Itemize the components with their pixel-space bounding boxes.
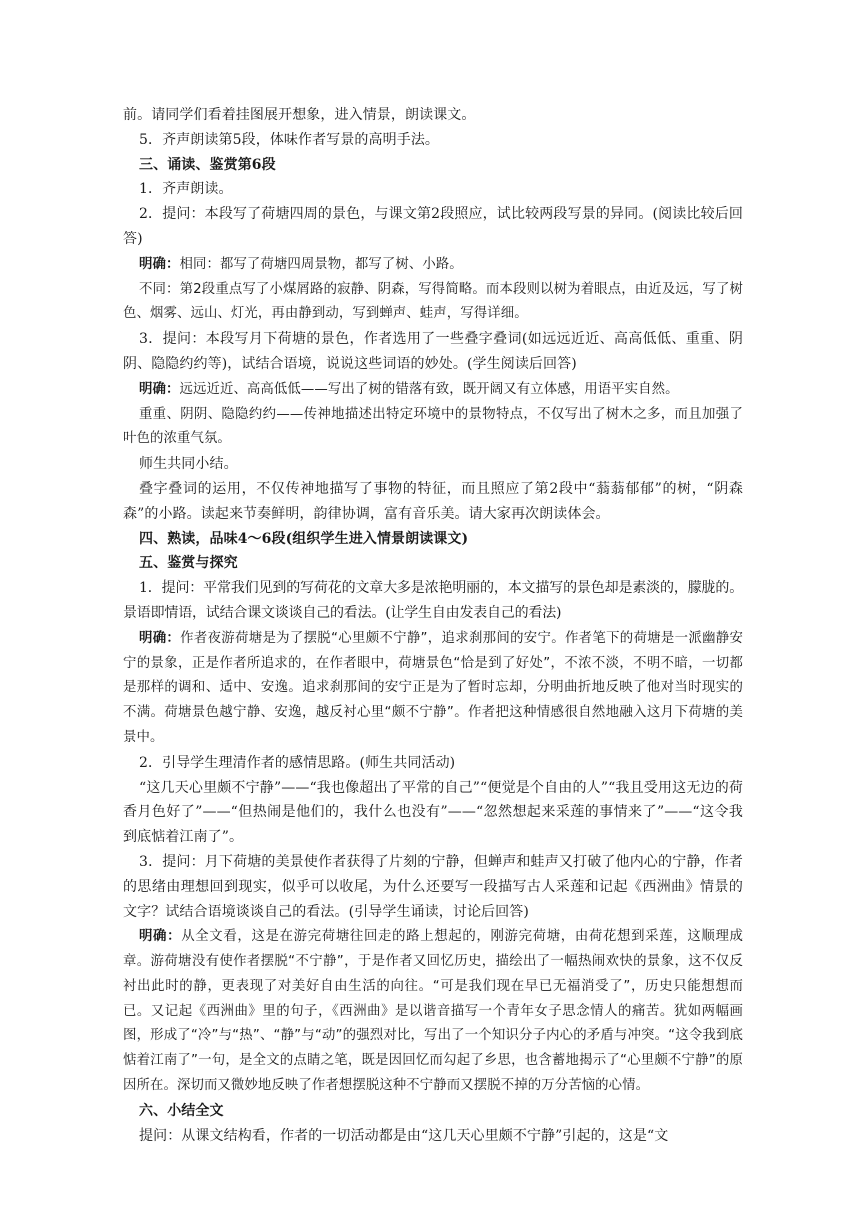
paragraph: 叠字叠词的运用，不仅传神地描写了事物的特征，而且照应了第2段中“蓊蓊郁郁”的树，“阴森森”的小路。读起来节奏鲜明，韵律协调，富有音乐美。请大家再次朗读体会。	[123, 480, 743, 522]
answer-text: 作者夜游荷塘是为了摆脱“心里颇不宁静”，追求刹那间的安宁。作者笔下的荷塘是一派幽静安宁的景象，正是作者所追求的，在作者眼中，荷塘景色“恰是到了好处”，不浓不淡，不明不暗，一切都是那样的调和、适中、安逸。追求刹那间的安宁正是为了暂时忘却，分明曲折地反映了他对当时现实的不满。荷塘景色越宁静、安逸，越反衬心里“颇不宁静”。作者把这种情感很自然地融入这月下荷塘的美景中。	[123, 630, 743, 745]
section-heading: 五、鉴赏与探究	[139, 555, 238, 572]
answer-text: 从全文看，这是在游完荷塘往回走的路上想起的，刚游完荷塘，由荷花想到采莲，这顺理成章。游荷塘没有使作者摆脱“不宁静”，于是作者又回忆历史，描绘出了一幅热闹欢快的景象，这不仅反衬出此时的静，更表现了对美好自由生活的向往。“可是我们现在早已无福消受了”，历史只能想想而已。又记起《西洲曲》里的句子，《西洲曲》是以谐音描写一个青年女子思念情人的痛苦。犹如两幅画图，形成了“冷”与“热”、“静”与“动”的强烈对比，写出了一个知识分子内心的矛盾与冲突。“这令我到底惦着江南了”一句，是全文的点睛之笔，既是因回忆而勾起了乡思，也含蓄地揭示了“心里颇不宁静”的原因所在。深切而又微妙地反映了作者想摆脱这种不宁静而又摆脱不掉的万分苦恼的心情。	[123, 929, 743, 1094]
answer-paragraph	[123, 924, 743, 1099]
answer-label: 明确：	[139, 380, 180, 397]
question-paragraph: 3．提问：月下荷塘的美景使作者获得了片刻的宁静，但蝉声和蛙声又打破了他内心的宁静，作者的思绪由理想回到现实，似乎可以收尾，为什么还要写一段描写古人采莲和记起《西洲曲》情景的文字？试结合语境谈谈自己的看法。(引导学生诵读，讨论后回答)	[123, 853, 743, 920]
section-heading: 四、熟读，品味4～6段(组织学生进入情景朗读课文)	[139, 530, 469, 547]
document-body	[123, 103, 743, 1148]
paragraph: 提问：从课文结构看，作者的一切活动都是由“这几天心里颇不宁静”引起的，这是“文	[139, 1127, 669, 1144]
answer-label: 明确：	[139, 629, 181, 646]
section-heading: 六、小结全文	[139, 1102, 224, 1119]
answer-label: 明确：	[139, 255, 180, 272]
paragraph: “这几天心里颇不宁静”——“我也像超出了平常的自己”“便觉是个自由的人”“我且受用这无边的荷香月色好了”——“但热闹是他们的，我什么也没有”——“忽然想起来采莲的事情来了”——“这令我到底惦着江南了”。	[123, 779, 743, 846]
paragraph: 2．引导学生理清作者的感情思路。(师生共同活动)	[139, 754, 456, 771]
paragraph: 师生共同小结。	[139, 456, 238, 473]
answer-paragraph: 重重、阴阴、隐隐约约——传神地描述出特定环境中的景物特点，不仅写出了树木之多，而且加强了叶色的浓重气氛。	[123, 406, 743, 447]
answer-paragraph	[123, 252, 743, 278]
paragraph: 前。请同学们看着挂图展开想象，进入情景，朗读课文。	[123, 107, 476, 123]
answer-paragraph	[123, 626, 743, 751]
paragraph: 5．齐声朗读第5段，体味作者写景的高明手法。	[139, 131, 440, 148]
answer-label: 明确：	[139, 928, 182, 945]
paragraph: 1．齐声朗读。	[139, 181, 233, 198]
section-heading: 三、诵读、鉴赏第6段	[139, 156, 276, 173]
answer-paragraph	[123, 377, 743, 403]
question-paragraph: 3．提问：本段写月下荷塘的景色，作者选用了一些叠字叠词(如远远近近、高高低低、重重、阴阴、隐隐约约等)，试结合语境，说说这些词语的妙处。(学生阅读后回答)	[123, 331, 743, 372]
answer-text: 远远近近、高高低低——写出了树的错落有致，既开阔又有立体感，用语平实自然。	[179, 381, 679, 397]
question-paragraph: 1．提问：平常我们见到的写荷花的文章大多是浓艳明丽的，本文描写的景色却是素淡的，朦胧的。景语即情语，试结合课文谈谈自己的看法。(让学生自由发表自己的看法)	[123, 580, 743, 621]
answer-text: 相同：都写了荷塘四周景物，都写了树、小路。	[179, 256, 463, 272]
question-paragraph: 2．提问：本段写了荷塘四周的景色，与课文第2段照应，试比较两段写景的异同。(阅读比较后回答)	[123, 206, 743, 247]
answer-paragraph: 不同：第2段重点写了小煤屑路的寂静、阴森，写得简略。而本段则以树为着眼点，由近及远，写了树色、烟雾、远山、灯光，再由静到动，写到蝉声、蛙声，写得详细。	[123, 281, 743, 322]
